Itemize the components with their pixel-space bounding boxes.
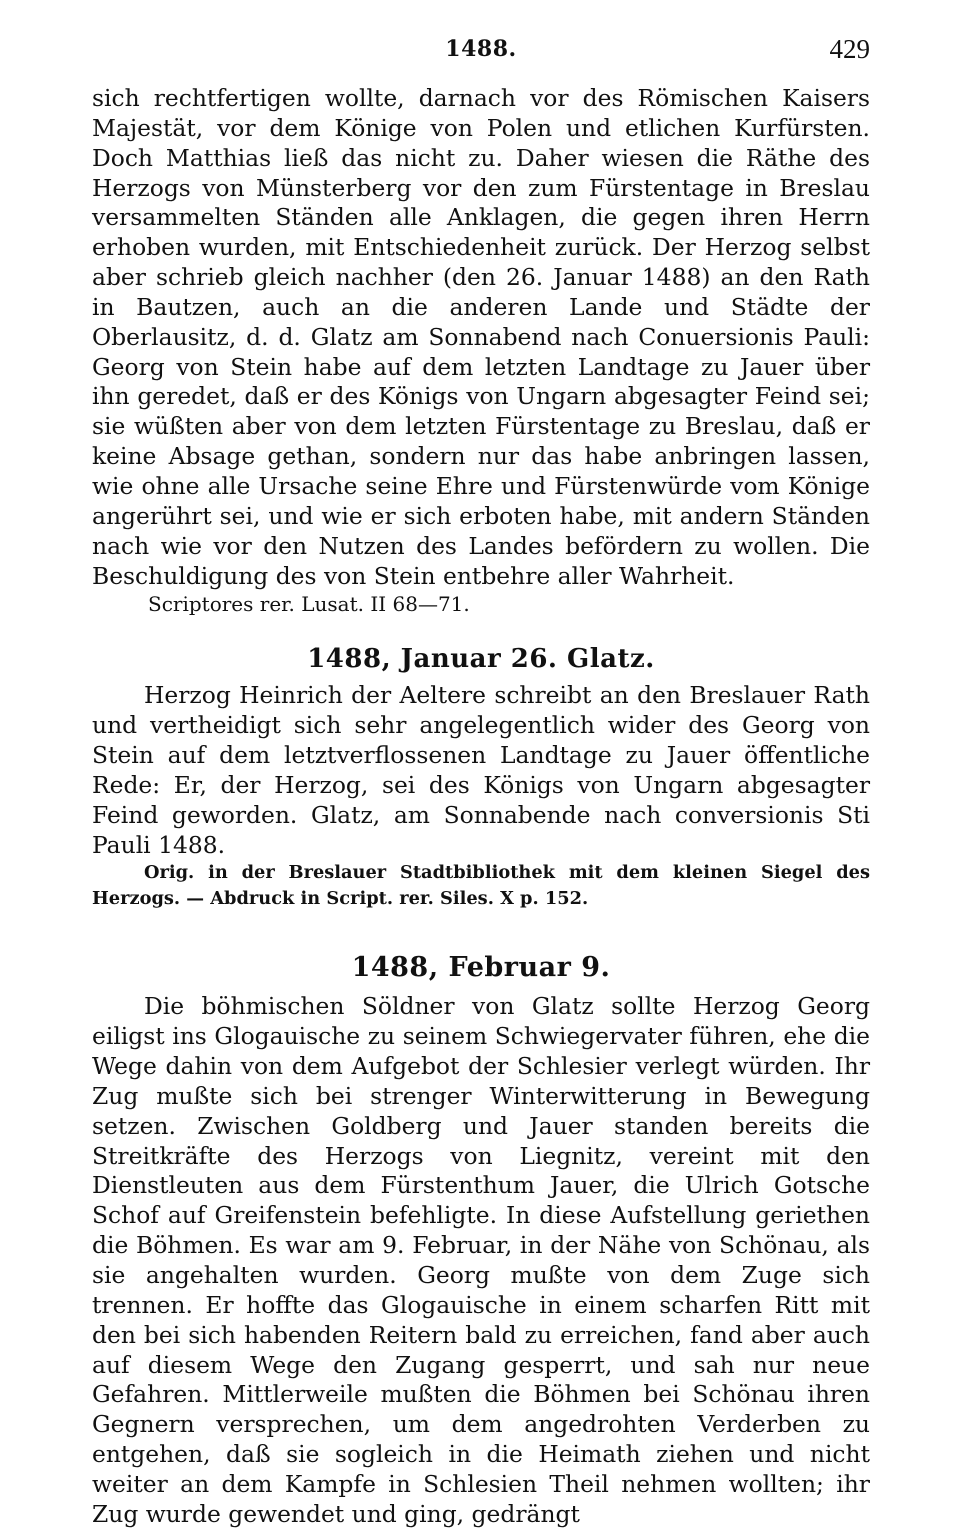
book-page	[92, 30, 870, 1530]
entry-text-januar: Herzog Heinrich der Aeltere schreibt an den Breslauer Rath und vertheidigt sich sehr angelegentlich wider des Georg von Stein auf dem letztverflossenen Landtage zu Jauer öffentliche Rede: Er, der Herzog, sei des Königs von Ungarn abgesagter Feind geworden. Glatz, am Sonnabende nach conversionis Sti Pauli 1488.	[92, 681, 870, 859]
source-citation: Scriptores rer. Lusat. II 68—71.	[148, 592, 470, 617]
running-head-year: 1488.	[445, 36, 517, 62]
entry-heading-februar: 1488, Februar 9.	[351, 952, 611, 984]
continued-paragraph: sich rechtfertigen wollte, darnach vor des Römischen Kaisers Majestät, vor dem Könige von Polen und etlichen Kurfürsten. Doch Matthias ließ das nicht zu. Daher wiesen die Räthe des Herzogs von Münsterberg vor den zum Fürstentage in Breslau versammelten Ständen alle Anklagen, die gegen ihren Herrn erhoben wurden, mit Entschiedenheit zurück. Der Herzog selbst aber schrieb gleich nachher (den 26. Januar 1488) an den Rath in Bautzen, auch an die anderen Lande und Städte der Oberlausitz, d. d. Glatz am Sonnabend nach Conuersionis Pauli: Georg von Stein habe auf dem letzten Landtage zu Jauer über ihn geredet, daß er des Königs von Ungarn abgesagter Feind sei; sie wüßten aber von dem letzten Fürstentage zu Breslau, daß er keine Absage gethan, sondern nur das habe anbringen lassen, wie ohne alle Ursache seine Ehre und Fürstenwürde vom Könige angerührt sei, und wie er sich erboten habe, mit andern Ständen nach wie vor den Nutzen des Landes befördern zu wollen. Die Beschuldigung des von Stein entbehre aller Wahrheit.	[92, 84, 870, 590]
entry-source-januar: Orig. in der Breslauer Stadtbibliothek mit dem kleinen Siegel des Herzogs. — Abdruck in Script. rer. Siles. X p. 152.	[92, 862, 870, 910]
running-header	[92, 30, 870, 74]
entry-text-februar: Die böhmischen Söldner von Glatz sollte Herzog Georg eiligst ins Glogauische zu seinem Schwiegervater führen, ehe die Wege dahin von dem Aufgebot der Schlesier verlegt würden. Ihr Zug mußte sich bei strenger Winterwitterung in Bewegung setzen. Zwischen Goldberg und Jauer standen bereits die Streitkräfte des Herzogs von Liegnitz, vereint mit den Dienstleuten aus dem Fürstenthum Jauer, die Ulrich Gotsche Schof auf Greifenstein befehligte. In diese Aufstellung geriethen die Böhmen. Es war am 9. Februar, in der Nähe von Schönau, als sie angehalten wurden. Georg mußte von dem Zuge sich trennen. Er hoffte das Glogauische in einem scharfen Ritt mit den bei sich habenden Reitern bald zu erreichen, fand aber auch auf diesem Wege den Zugang gesperrt, und sah nur neue Gefahren. Mittlerweile mußten die Böhmen bei Schönau ihren Gegnern versprechen, um dem angedrohten Verderben zu entgehen, daß sie sogleich in die Heimath ziehen und nicht weiter an dem Kampfe in Schlesien Theil nehmen wollten; ihr Zug wurde gewendet und ging, gedrängt	[92, 992, 870, 1528]
entry-heading-januar: 1488, Januar 26. Glatz.	[307, 644, 655, 675]
page-number: 429	[829, 34, 870, 64]
